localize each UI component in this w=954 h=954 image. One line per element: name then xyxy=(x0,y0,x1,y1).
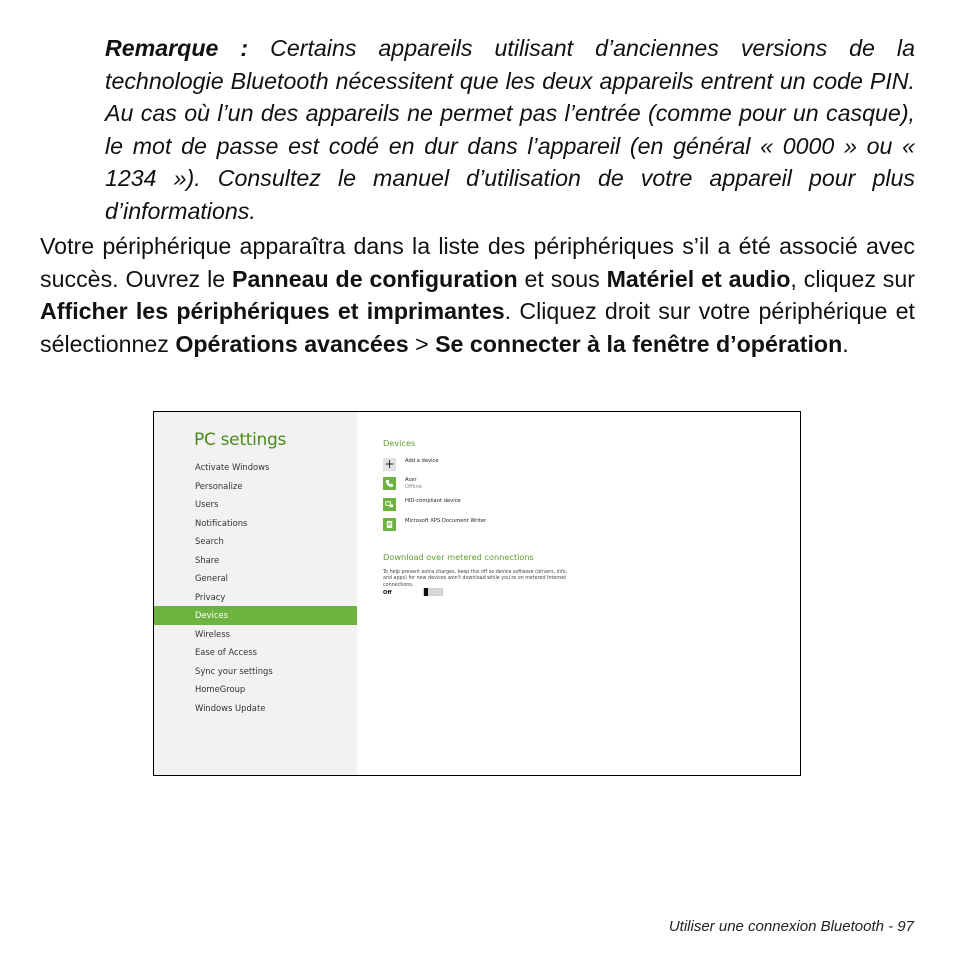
toggle-knob xyxy=(424,588,428,596)
page-footer: Utiliser une connexion Bluetooth - 97 xyxy=(668,918,914,935)
para-text-2: et sous xyxy=(517,265,607,292)
sidebar-item-general[interactable]: General xyxy=(195,573,229,583)
sidebar-item-search[interactable]: Search xyxy=(195,536,224,546)
sidebar-item-windows-update[interactable]: Windows Update xyxy=(195,702,266,713)
sidebar-title: PC settings xyxy=(194,430,287,450)
toggle-state-label: Off xyxy=(383,590,392,596)
device-name: Microsoft XPS Document Writer xyxy=(405,518,487,524)
sidebar-item-activate-windows[interactable]: Activate Windows xyxy=(195,462,270,472)
pc-settings-screenshot xyxy=(153,411,801,776)
sidebar-item-users[interactable]: Users xyxy=(195,499,219,509)
add-device-label: Add a device xyxy=(405,458,439,464)
metered-description: To help prevent extra charges, keep this off so device software (drivers, info, and apps) for new devices won't download while you're on metered Internet connections. xyxy=(383,570,568,588)
metered-toggle[interactable] xyxy=(423,588,443,596)
para-bold-5: Se connecter à la fenêtre d’opération xyxy=(435,330,843,357)
hid-device-icon xyxy=(383,498,396,511)
sidebar-item-notifications[interactable]: Notifications xyxy=(195,517,248,528)
devices-heading: Devices xyxy=(383,438,416,448)
printer-icon xyxy=(383,518,396,531)
sidebar-list xyxy=(154,458,357,717)
note-text: Certains appareils utilisant d’anciennes versions de la technologie Bluetooth nécessitent que les deux appareils entrent un code PIN. Au cas où l’un des appareils ne permet pas l’entrée (comme pour un casque), le mot de passe est codé en dur dans l’appareil (en général « 0000 » ou « 1234 »). Consultez le manuel d’utilisation de votre appareil pour plus d’informations. xyxy=(105,35,915,224)
para-text-4: . Cliquez droit sur votre périphérique et sélectionnez xyxy=(40,298,915,357)
device-name: Acer xyxy=(405,477,417,483)
devices-pane xyxy=(357,412,800,775)
sidebar-item-personalize[interactable]: Personalize xyxy=(195,480,243,491)
note-label: Remarque : xyxy=(105,35,249,61)
sidebar-item-privacy[interactable]: Privacy xyxy=(195,591,226,602)
note-paragraph xyxy=(105,32,915,228)
sidebar-item-homegroup[interactable]: HomeGroup xyxy=(195,684,246,694)
para-bold-2: Matériel et audio xyxy=(606,265,791,292)
para-text-1: Votre périphérique apparaîtra dans la liste des périphériques s’il a été associé avec succès. Ouvrez le xyxy=(40,233,915,292)
instruction-paragraph xyxy=(40,230,915,360)
para-text-6: . xyxy=(842,330,849,357)
device-status: Offline xyxy=(405,484,423,490)
settings-sidebar xyxy=(154,412,357,775)
plus-icon: + xyxy=(384,457,395,471)
sidebar-item-sync-your-settings[interactable]: Sync your settings xyxy=(195,665,273,676)
para-bold-4: Opérations avancées xyxy=(175,330,409,357)
sidebar-item-ease-of-access[interactable]: Ease of Access xyxy=(195,647,258,657)
para-bold-1: Panneau de configuration xyxy=(232,265,518,292)
sidebar-item-devices[interactable]: Devices xyxy=(154,606,357,625)
device-name: HID-compliant device xyxy=(405,498,461,504)
para-bold-3: Afficher les périphériques et imprimantes xyxy=(40,298,505,325)
para-text-3: , cliquez sur xyxy=(790,265,916,292)
sidebar-item-share[interactable]: Share xyxy=(195,554,220,565)
phone-icon xyxy=(383,477,396,490)
metered-heading: Download over metered connections xyxy=(383,552,534,562)
sidebar-item-wireless[interactable]: Wireless xyxy=(195,628,231,639)
para-text-5: > xyxy=(408,330,436,357)
